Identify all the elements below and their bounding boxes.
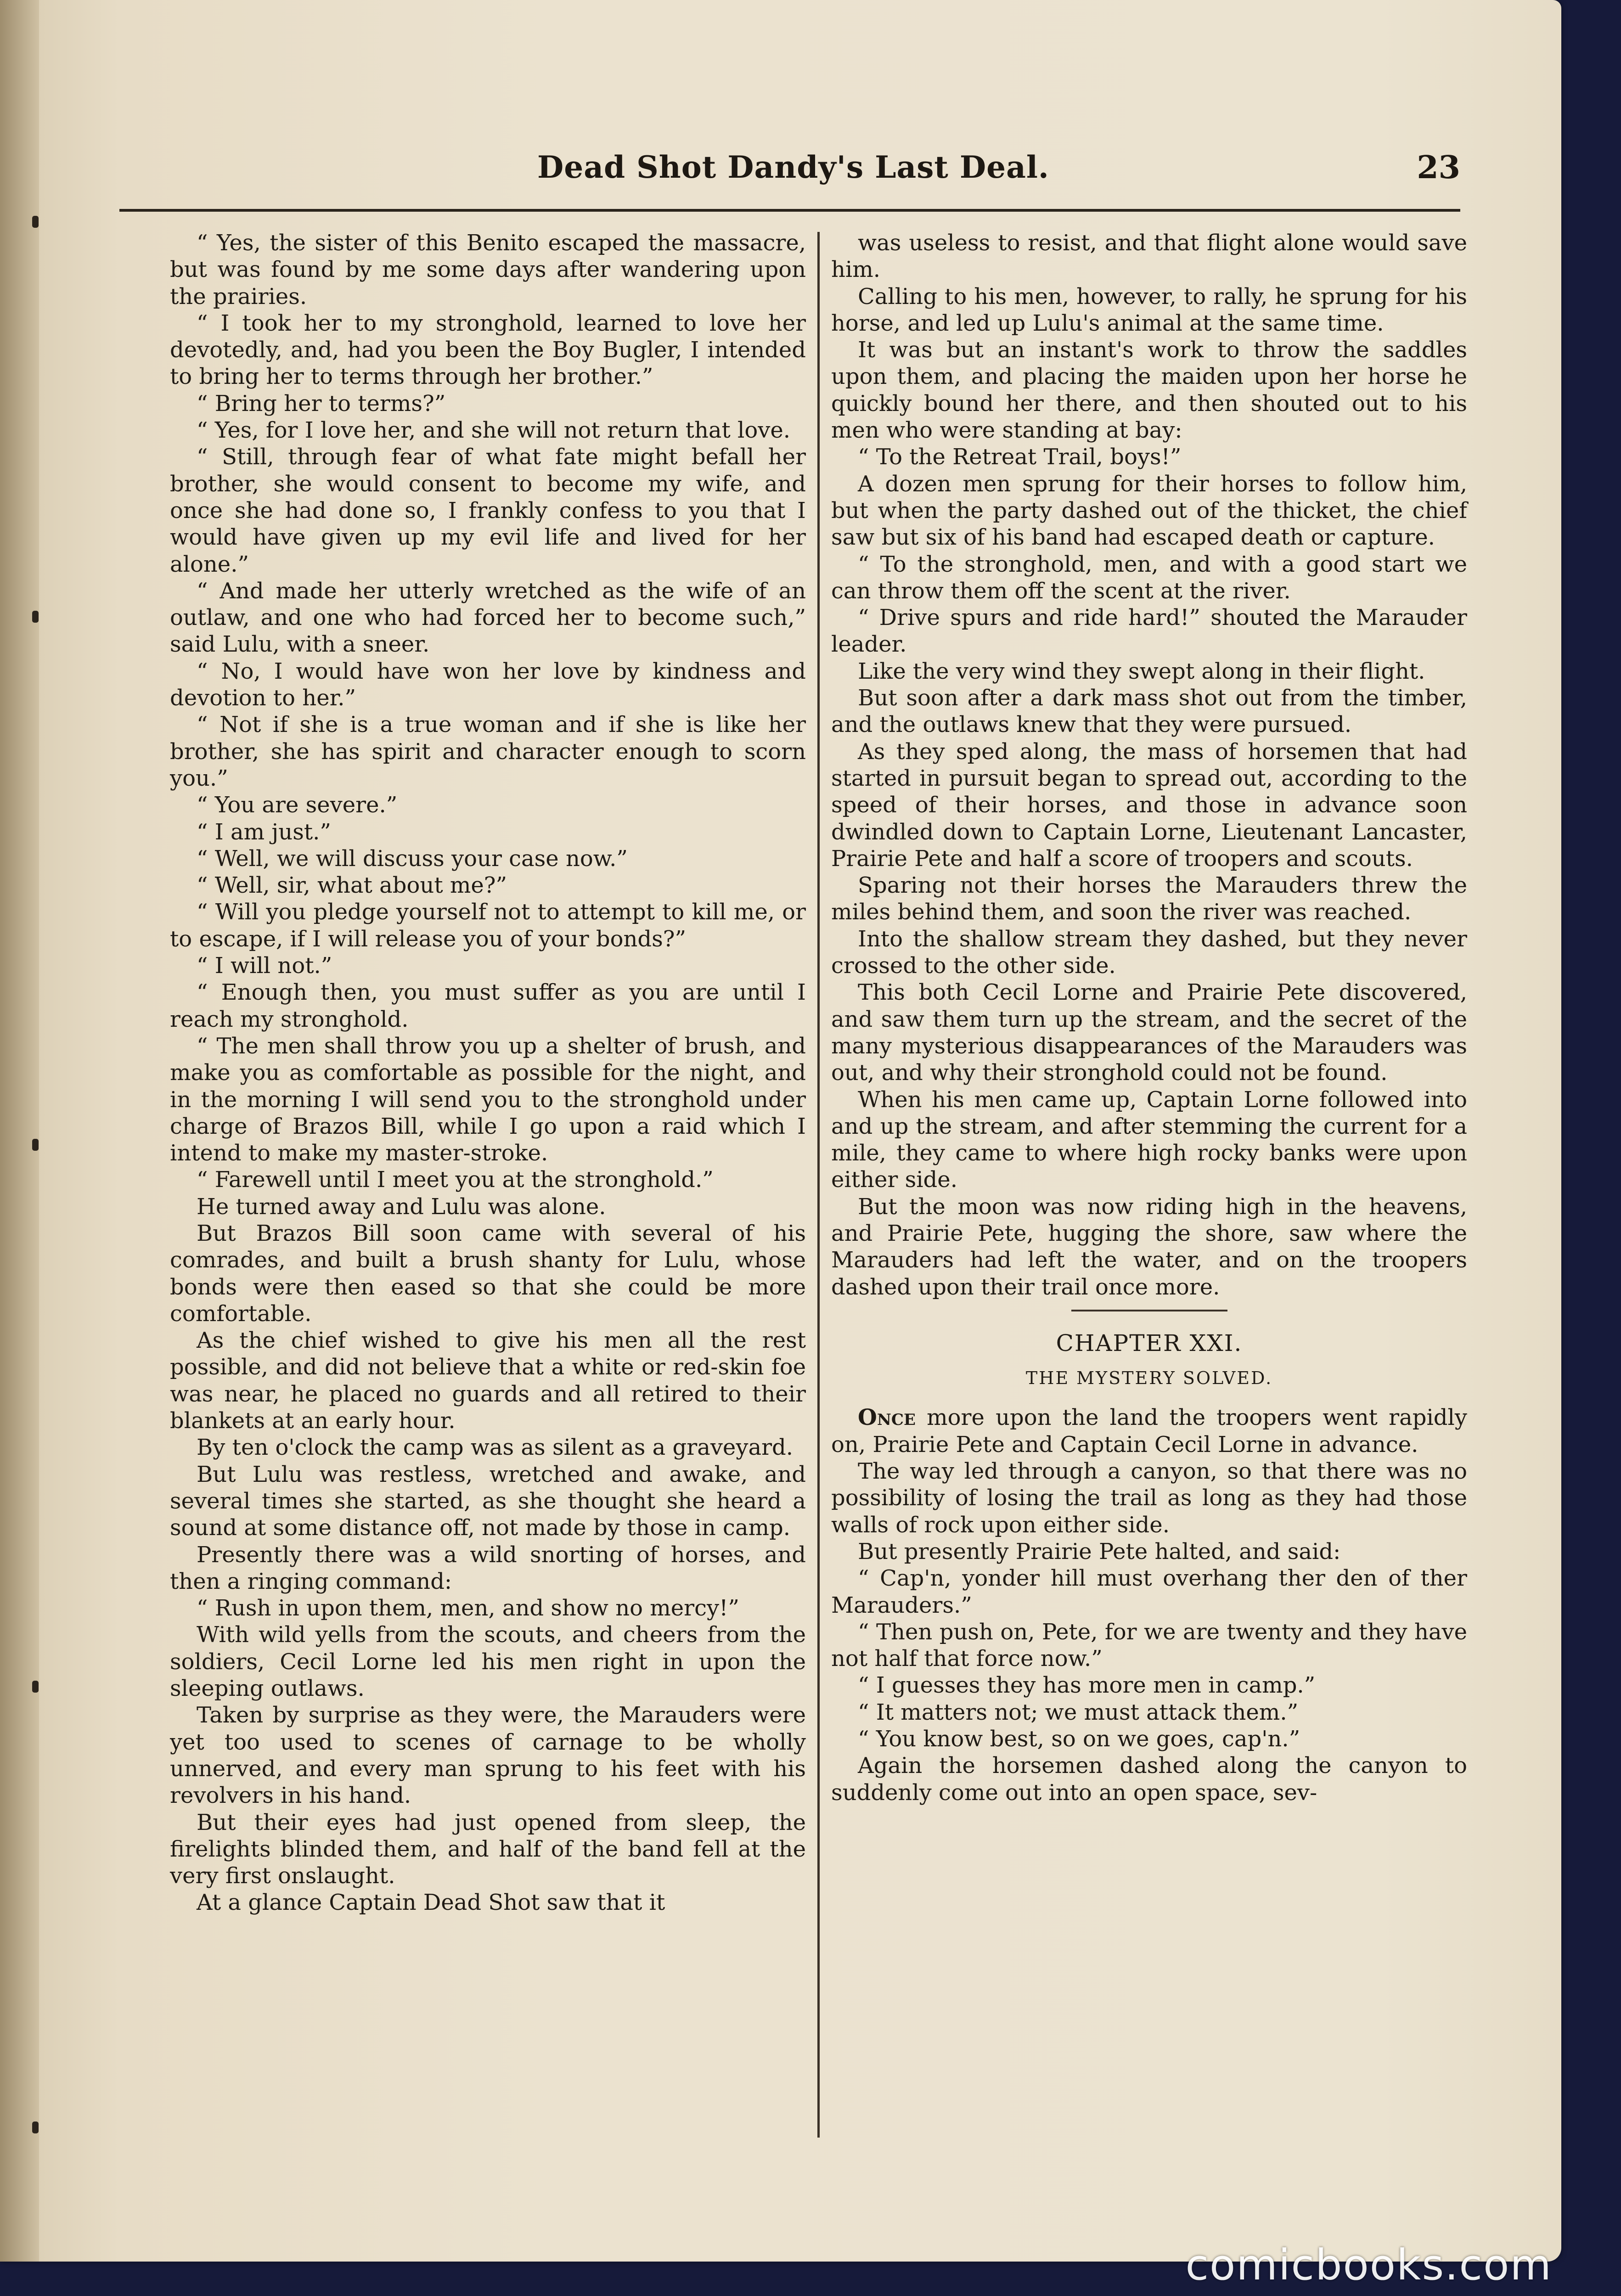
chapter-first-word: Once — [858, 1405, 916, 1431]
paragraph: But soon after a dark mass shot out from the timber, and the outlaws knew that they were pursued. — [831, 685, 1467, 738]
chapter-opening-text: more upon the land the troopers went rapidly on, Prairie Pete and Captain Cecil Lorne in advance. — [831, 1405, 1467, 1458]
paragraph: “ Yes, the sister of this Benito escaped the massacre, but was found by me some days after wandering upon the prairies. — [170, 230, 806, 310]
chapter-rule — [1071, 1310, 1227, 1311]
paragraph: “ No, I would have won her love by kindness and devotion to her.” — [170, 658, 806, 711]
paragraph: A dozen men sprung for their horses to follow him, but when the party dashed out of the thicket, the chief saw but six of his band had escaped death or capture. — [831, 471, 1467, 551]
paragraph: But the moon was now riding high in the heavens, and Prairie Pete, hugging the shore, saw where the Marauders had left the water, and on the troopers dashed upon their trail once more. — [831, 1193, 1467, 1300]
paragraph: By ten o'clock the camp was as silent as a graveyard. — [197, 1435, 793, 1461]
paragraph: “ I am just.” — [197, 819, 331, 845]
left-column — [170, 230, 806, 1916]
paragraph: Taken by surprise as they were, the Marauders were yet too used to scenes of carnage to be wholly unnerved, and every man sprung to his feet with his revolvers in his hand. — [170, 1702, 806, 1809]
paragraph: Presently there was a wild snorting of horses, and then a ringing command: — [170, 1542, 806, 1594]
paragraph: Like the very wind they swept along in their flight. — [858, 658, 1425, 684]
paragraph: But their eyes had just opened from sleep, the firelights blinded them, and half of the band fell at the very first onslaught. — [170, 1809, 806, 1889]
paragraph: “ Well, we will discuss your case now.” — [197, 845, 628, 872]
paragraph: “ To the Retreat Trail, boys!” — [858, 444, 1182, 470]
paragraph: “ You know best, so on we goes, cap'n.” — [858, 1726, 1300, 1752]
paragraph: “ Drive spurs and ride hard!” shouted the Marauder leader. — [831, 605, 1467, 658]
binding-stitch — [32, 2122, 39, 2133]
book-spine — [0, 0, 39, 2262]
paragraph: “ Well, sir, what about me?” — [197, 872, 507, 899]
paragraph: It was but an instant's work to throw the saddles upon them, and placing the maiden upon her horse he quickly bound her there, and then shouted out to his men who were standing at bay: — [831, 337, 1467, 444]
paragraph: But presently Prairie Pete halted, and said: — [858, 1538, 1341, 1564]
column-divider — [817, 232, 820, 2138]
page-number: 23 — [1417, 149, 1460, 186]
chapter-title: CHAPTER XXI. — [1056, 1329, 1243, 1356]
page-header — [537, 149, 1460, 193]
paragraph: “ To the stronghold, men, and with a good start we can throw them off the scent at the river. — [831, 551, 1467, 604]
paragraph: “ And made her utterly wretched as the wife of an outlaw, and one who had forced her to become such,” said Lulu, with a sneer. — [170, 578, 806, 658]
paragraph: “ Enough then, you must suffer as you are until I reach my stronghold. — [170, 979, 806, 1032]
chapter-opening-paragraph — [831, 1404, 1467, 1458]
paragraph: “ Still, through fear of what fate might befall her brother, she would consent to become my wife, and once she had done so, I frankly confess to you that I would have given up my evil life and lived for her alone.” — [170, 444, 806, 577]
paragraph: “ Rush in upon them, men, and show no mercy!” — [197, 1595, 739, 1621]
paragraph: “ Not if she is a true woman and if she is like her brother, she has spirit and character enough to scorn you.” — [170, 712, 806, 791]
paragraph: “ Farewell until I meet you at the stronghold.” — [197, 1167, 714, 1193]
paragraph: At a glance Captain Dead Shot saw that it — [197, 1890, 665, 1916]
paragraph: He turned away and Lulu was alone. — [197, 1193, 606, 1220]
paragraph: was useless to resist, and that flight alone would save him. — [831, 230, 1467, 283]
header-rule — [119, 209, 1460, 212]
paragraph: As they sped along, the mass of horsemen that had started in pursuit began to spread out, according to the speed of their horses, and those in advance soon dwindled down to Captain Lorne, Lieutenant Lancaster, Prairie Pete and half a score of troopers and scouts. — [831, 738, 1467, 872]
paragraph: “ I guesses they has more men in camp.” — [858, 1672, 1316, 1699]
paragraph: “ Bring her to terms?” — [197, 390, 446, 416]
paragraph: “ Yes, for I love her, and she will not return that love. — [197, 417, 791, 444]
paragraph: “ Then push on, Pete, for we are twenty and they have not half that force now.” — [831, 1619, 1467, 1672]
binding-stitch — [32, 1139, 39, 1151]
paragraph: Into the shallow stream they dashed, but they never crossed to the other side. — [831, 926, 1467, 979]
paragraph: Sparing not their horses the Marauders threw the miles behind them, and soon the river was reached. — [831, 872, 1467, 925]
binding-stitch — [32, 611, 39, 623]
paragraph: As the chief wished to give his men all the rest possible, and did not believe that a white or red-skin foe was near, he placed no guards and all retired to their blankets at an early hour. — [170, 1328, 806, 1434]
paragraph: When his men came up, Captain Lorne followed into and up the stream, and after stemming the current for a mile, they came to where high rocky banks were upon either side. — [831, 1086, 1467, 1193]
paragraph: “ Will you pledge yourself not to attempt to kill me, or to escape, if I will release you of your bonds?” — [170, 899, 806, 952]
right-column — [831, 230, 1467, 1806]
paragraph: “ I took her to my stronghold, learned to love her devotedly, and, had you been the Boy Bugler, I intended to bring her to terms through her brother.” — [170, 310, 806, 390]
binding-stitch — [32, 216, 39, 228]
chapter-subtitle: THE MYSTERY SOLVED. — [1025, 1368, 1273, 1389]
paragraph: With wild yells from the scouts, and cheers from the soldiers, Cecil Lorne led his men right in upon the sleeping outlaws. — [170, 1622, 806, 1702]
paragraph: But Lulu was restless, wretched and awake, and several times she started, as she thought she heard a sound at some distance off, not made by those in camp. — [170, 1461, 806, 1541]
paragraph: This both Cecil Lorne and Prairie Pete discovered, and saw them turn up the stream, and the secret of the many mysterious disappearances of the Marauders was out, and why their stronghold could not be found. — [831, 979, 1467, 1086]
paragraph: “ You are severe.” — [197, 792, 398, 818]
binding-stitch — [32, 1681, 39, 1693]
right-column-text-after-chapter — [831, 1458, 1467, 1806]
running-title: Dead Shot Dandy's Last Deal. — [537, 149, 1049, 185]
right-column-text-before-chapter — [831, 230, 1467, 1300]
watermark: comicbooks.com — [1185, 2240, 1552, 2290]
paragraph: Again the horsemen dashed along the canyon to suddenly come out into an open space, sev- — [831, 1753, 1467, 1806]
paragraph: “ I will not.” — [197, 953, 332, 979]
paragraph: “ It matters not; we must attack them.” — [858, 1699, 1299, 1725]
paragraph: The way led through a canyon, so that there was no possibility of losing the trail as long as they had those walls of rock upon either side. — [831, 1458, 1467, 1538]
paragraph: But Brazos Bill soon came with several of his comrades, and built a brush shanty for Lulu, whose bonds were then eased so that she could be more comfortable. — [170, 1220, 806, 1327]
paragraph: Calling to his men, however, to rally, he sprung for his horse, and led up Lulu's animal at the same time. — [831, 283, 1467, 336]
paragraph: “ Cap'n, yonder hill must overhang ther den of ther Marauders.” — [831, 1565, 1467, 1618]
paragraph: “ The men shall throw you up a shelter of brush, and make you as comfortable as possible for the night, and in the morning I will send you to the stronghold under charge of Brazos Bill, while I go upon a raid which I intend to make my master-stroke. — [170, 1033, 806, 1166]
